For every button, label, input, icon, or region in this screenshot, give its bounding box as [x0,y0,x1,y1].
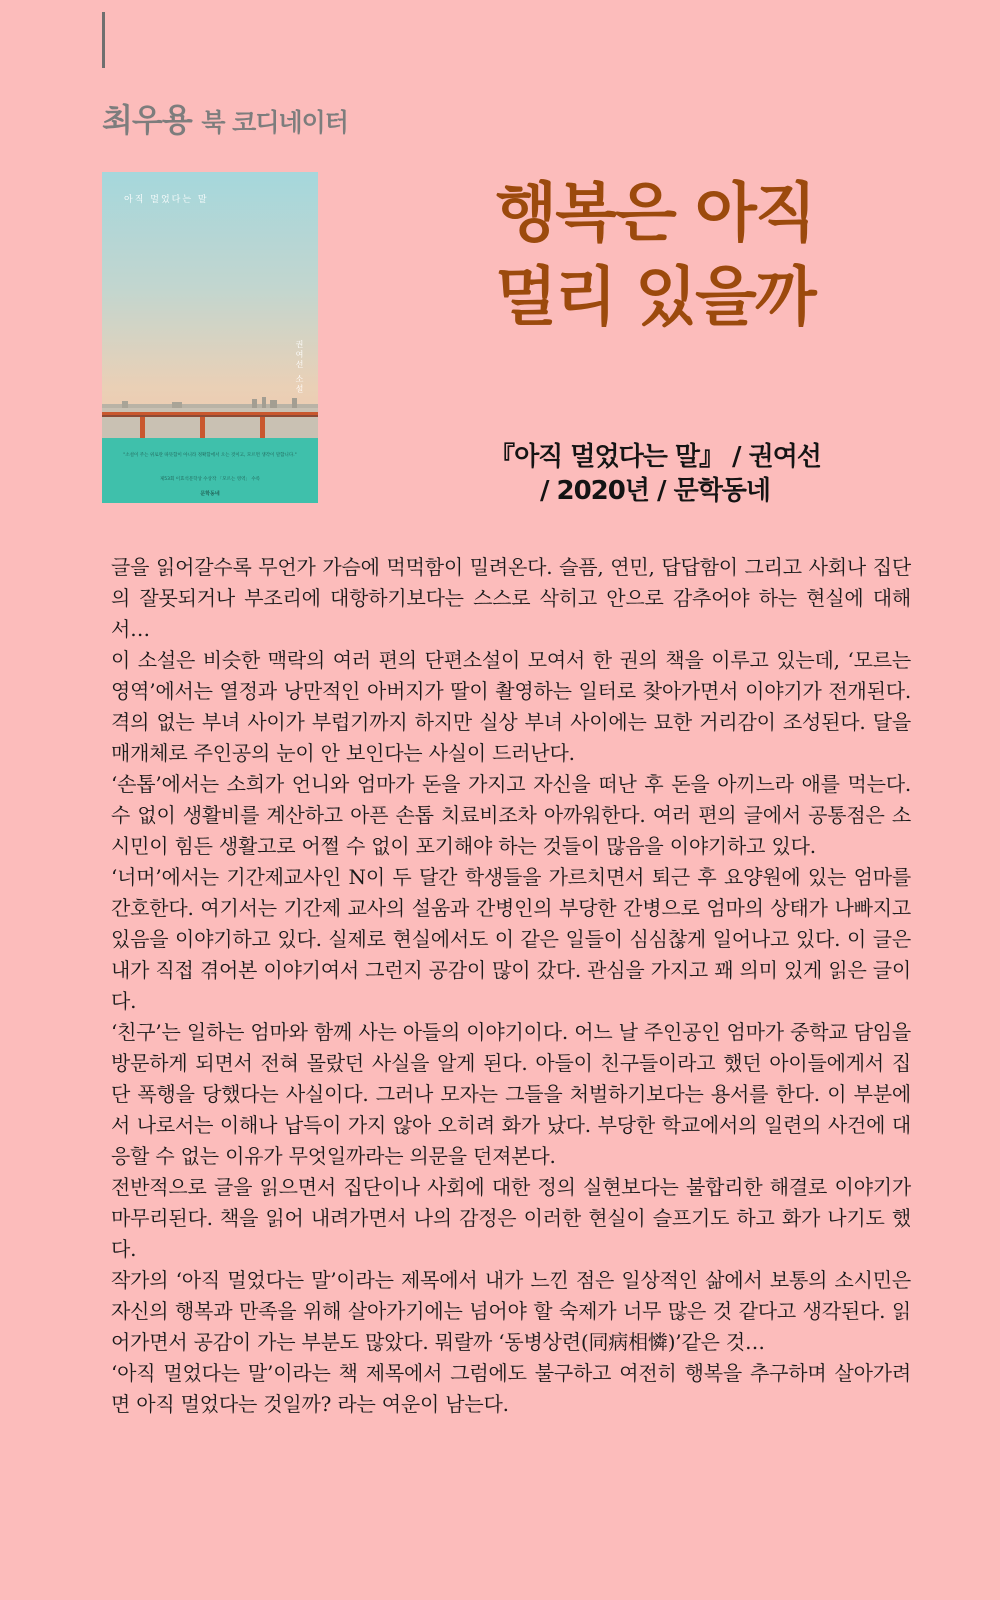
page-title-line-1: 행복은 아직 [495,177,815,251]
paragraph: ‘너머’에서는 기간제교사인 N이 두 달간 학생들을 가르치면서 퇴근 후 요양원에 있는 엄마를 간호한다. 여기서는 기간제 교사의 설움과 간병인의 부당한 간병으로 엄마의 상태가 나빠지고 있음을 이야기하고 있다. 실제로 현실에서도 이 같은 일들이 심심찮게 일어나고 있다. 이 글은 내가 직접 겪어본 이야기여서 그런지 공감이 많이 갔다. 관심을 가지고 꽤 의미 있게 읽은 글이다. [111,865,911,1013]
paragraph: 작가의 ‘아직 멀었다는 말’이라는 제목에서 내가 느낀 점은 일상적인 삶에서 보통의 소시민은 자신의 행복과 만족을 위해 살아가기에는 넘어야 할 숙제가 너무 많은 것 같다고 생각된다. 읽어가면서 공감이 가는 부분도 많았다. 뭐랄까 ‘동병상련(同病相憐)’같은 것… [111,1268,911,1354]
page-title [430,172,880,340]
paragraph: 글을 읽어갈수록 무언가 가슴에 먹먹함이 밀려온다. 슬픔, 연민, 답답함이 그리고 사회나 집단의 잘못되거나 부조리에 대항하기보다는 스스로 삭히고 안으로 감추어야 하는 현실에 대해서… [111,555,911,641]
book-cover [102,172,318,503]
page-title-line-2: 멀리 있을까 [495,261,815,335]
paragraph: ‘아직 멀었다는 말’이라는 책 제목에서 그럼에도 불구하고 여전히 행복을 추구하며 살아가려면 아직 멀었다는 것일까? 라는 여운이 남는다. [111,1361,911,1416]
book-info-line-2: / 2020년 / 문학동네 [539,476,771,506]
paragraph: 전반적으로 글을 읽으면서 집단이나 사회에 대한 정의 실현보다는 불합리한 해결로 이야기가 마무리된다. 책을 읽어 내려가면서 나의 감정은 이러한 현실이 슬프기도 하고 화가 나기도 했다. [111,1175,911,1261]
review-body [111,552,911,1420]
top-accent-bar [102,12,105,68]
author-byline [102,95,348,141]
cover-author: 권여선 소설 [295,340,304,395]
cover-quote: "소설이 주는 위로란 따뜻함이 아니라 정확함에서 오는 것이고, 모르면 생각이 말합니다." [123,453,297,458]
author-role: 북 코디네이터 [201,108,348,137]
paragraph: ‘손톱’에서는 소희가 언니와 엄마가 돈을 가지고 자신을 떠난 후 돈을 아끼느라 애를 먹는다. 수 없이 생활비를 계산하고 아픈 손톱 치료비조차 아까워한다. 여러 편의 글에서 공통점은 소시민이 힘든 생활고로 어쩔 수 없이 포기해야 하는 것들이 많음을 이야기하고 있다. [111,772,911,858]
cover-award: 제53회 이효석문학상 수상작 「모르는 영역」 수록 [159,477,261,482]
cover-bridge [102,408,318,438]
cover-publisher: 문학동네 [200,491,220,497]
book-info [470,440,840,508]
cover-title: 아직 멀었다는 말 [124,195,209,205]
cover-skyline [102,396,318,408]
book-info-line-1: 『아직 멀었다는 말』 / 권여선 [489,442,821,472]
author-name: 최우용 [102,101,192,139]
paragraph: 이 소설은 비슷한 맥락의 여러 편의 단편소설이 모여서 한 권의 책을 이루고 있는데, ‘모르는 영역’에서는 열정과 낭만적인 아버지가 딸이 촬영하는 일터로 찾아가면서 이야기가 전개된다. 격의 없는 부녀 사이가 부럽기까지 하지만 실상 부녀 사이에는 묘한 거리감이 조성된다. 달을 매개체로 주인공의 눈이 안 보인다는 사실이 드러난다. [111,648,911,765]
paragraph: ‘친구’는 일하는 엄마와 함께 사는 아들의 이야기이다. 어느 날 주인공인 엄마가 중학교 담임을 방문하게 되면서 전혀 몰랐던 사실을 알게 된다. 아들이 친구들이라고 했던 아이들에게서 집단 폭행을 당했다는 사실이다. 그러나 모자는 그들을 처벌하기보다는 용서를 한다. 이 부분에서 나로서는 이해나 납득이 가지 않아 오히려 화가 났다. 부당한 학교에서의 일련의 사건에 대응할 수 없는 이유가 무엇일까라는 의문을 던져본다. [111,1020,911,1168]
